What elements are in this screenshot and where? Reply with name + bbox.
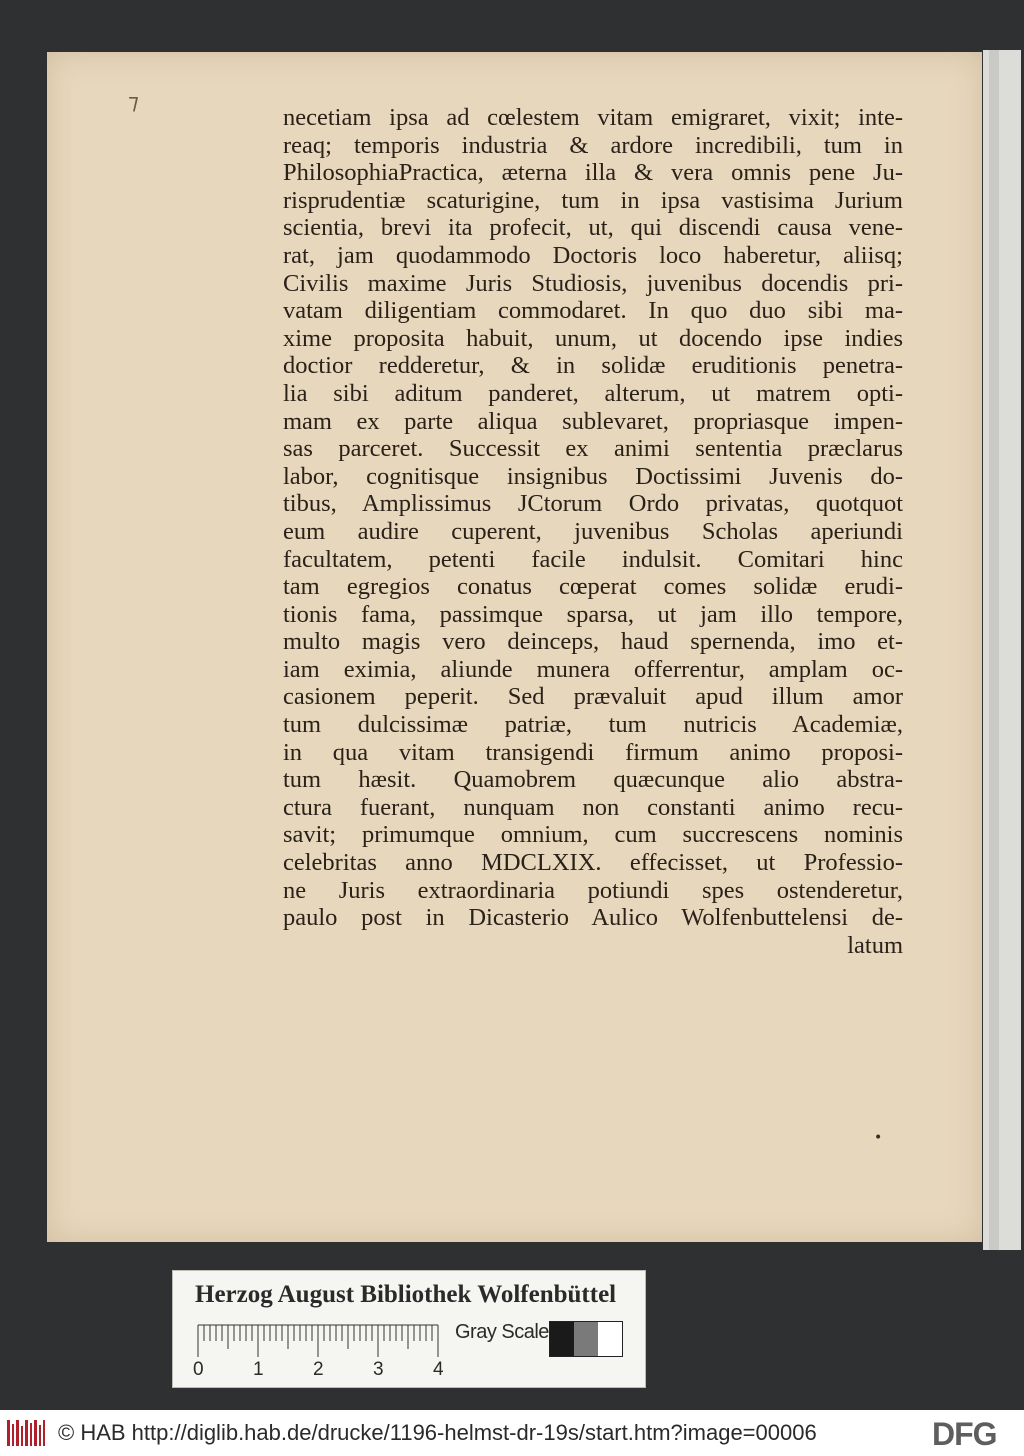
ruler-number: 2 — [313, 1359, 324, 1380]
ruler-number: 1 — [253, 1359, 264, 1380]
text-line: tum hæsit. Quamobrem quæcunque alio abstra- — [283, 766, 903, 794]
gray-scale-label: Gray Scale — [455, 1321, 549, 1343]
text-line: lia sibi aditum panderet, alterum, ut matrem opti- — [283, 379, 903, 407]
ruler-numbers — [193, 1359, 453, 1383]
text-line: tibus, Amplissimus JCtorum Ordo privatas, quotquot — [283, 490, 903, 518]
text-line: iam eximia, aliunde munera offerrentur, amplam oc- — [283, 655, 903, 683]
text-line: facultatem, petenti facile indulsit. Comitari hinc — [283, 545, 903, 573]
catchword: latum — [847, 931, 903, 959]
gray-scale-patches — [549, 1321, 623, 1357]
text-line: ctura fuerant, nunquam non constanti animo recu- — [283, 793, 903, 821]
text-line: doctior redderetur, & in solidæ eruditionis penetra- — [283, 352, 903, 380]
text-line: in qua vitam transigendi firmum animo proposi- — [283, 738, 903, 766]
text-line: tionis fama, passimque sparsa, ut jam illo tempore, — [283, 600, 903, 628]
text-line: ne Juris extraordinaria potiundi spes ostenderetur, — [283, 876, 903, 904]
text-line: vatam diligentiam commodaret. In quo duo sibi ma- — [283, 297, 903, 325]
text-line: xime proposita habuit, unum, ut docendo ipse indies — [283, 324, 903, 352]
ink-dot: • — [874, 1130, 883, 1146]
text-line: celebritas anno MDCLXIX. effecisset, ut Professio- — [283, 849, 903, 877]
text-line: tam egregios conatus cœperat comes solidæ erudi- — [283, 573, 903, 601]
text-line: sas parceret. Successit ex animi sententia præclarus — [283, 435, 903, 463]
text-line: paulo post in Dicasterio Aulico Wolfenbuttelensi de- — [283, 904, 903, 932]
library-label-card — [172, 1270, 646, 1388]
ruler-icon — [195, 1323, 440, 1359]
gray-patch — [598, 1322, 622, 1356]
text-line: scientia, brevi ita profecit, ut, qui discendi causa vene- — [283, 214, 903, 242]
document-body — [283, 104, 903, 959]
text-line: savit; primumque omnium, cum succrescens nominis — [283, 821, 903, 849]
ruler-number: 4 — [433, 1359, 444, 1380]
text-line: multo magis vero deinceps, haud spernenda, imo et- — [283, 628, 903, 656]
corner-mark: ⁊ — [128, 90, 139, 115]
text-line: tum dulcissimæ patriæ, tum nutricis Academiæ, — [283, 711, 903, 739]
ruler-number: 3 — [373, 1359, 384, 1380]
dfg-logo: DFG — [932, 1416, 997, 1452]
text-line: rat, jam quodammodo Doctoris loco haberetur, aliisq; — [283, 241, 903, 269]
footer-bar — [0, 1410, 1024, 1456]
source-url[interactable]: © HAB http://diglib.hab.de/drucke/1196-helmst-dr-19s/start.htm?image=00006 — [58, 1420, 817, 1445]
text-line: risprudentiæ scaturigine, tum in ipsa vastisima Jurium — [283, 186, 903, 214]
hab-barcode-icon — [6, 1418, 46, 1448]
text-line: reaq; temporis industria & ardore incredibili, tum in — [283, 131, 903, 159]
text-line: labor, cognitisque insignibus Doctissimi Juvenis do- — [283, 462, 903, 490]
text-line: mam ex parte aliqua sublevaret, propriasque impen- — [283, 407, 903, 435]
ruler-number: 0 — [193, 1359, 204, 1380]
library-name: Herzog August Bibliothek Wolfenbüttel — [195, 1281, 617, 1308]
text-line: necetiam ipsa ad cœlestem vitam emigraret, vixit; inte- — [283, 104, 903, 131]
text-line: eum audire cuperent, juvenibus Scholas aperiundi — [283, 517, 903, 545]
gray-patch — [574, 1322, 598, 1356]
text-line: casionem peperit. Sed prævaluit apud illum amor — [283, 683, 903, 711]
adjacent-page-edge — [983, 50, 1021, 1250]
text-line: Civilis maxime Juris Studiosis, juvenibus docendis pri- — [283, 269, 903, 297]
gray-patch — [550, 1322, 574, 1356]
text-line: PhilosophiaPractica, æterna illa & vera omnis pene Ju- — [283, 159, 903, 187]
